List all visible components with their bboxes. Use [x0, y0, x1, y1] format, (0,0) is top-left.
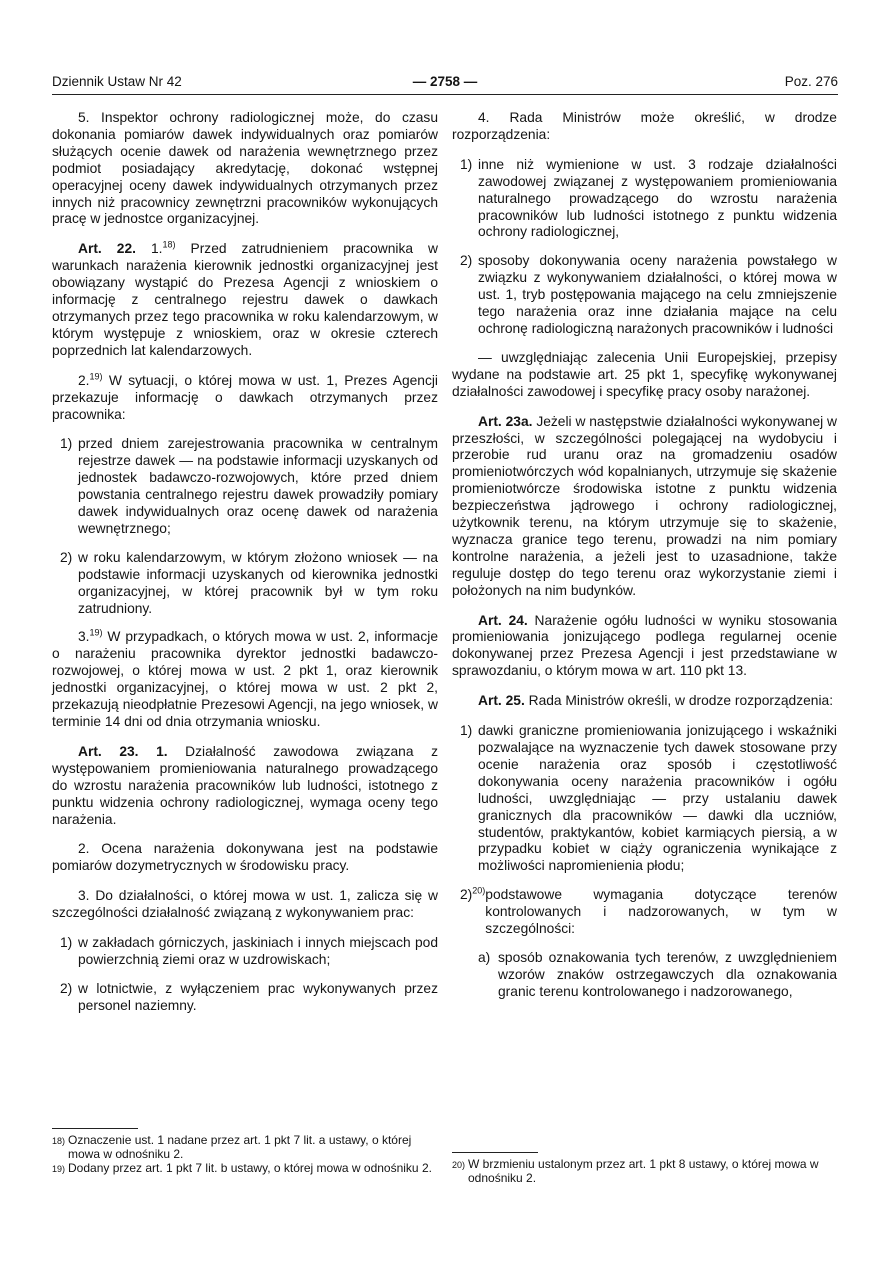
ust-number: 1.: [150, 241, 163, 257]
list-item: [452, 253, 837, 338]
article-23-label: Art. 23.: [78, 743, 139, 759]
footnote-mark: 18): [52, 1136, 66, 1146]
item-text: w roku kalendarzowym, w którym złożono wniosek — na podstawie informacji uzyskanych od kierownika jednostki organizacyjnej, w której pracownik był w tym roku zatrudniony.: [78, 549, 438, 616]
footnote-ref-18: 18): [162, 239, 176, 250]
footnote-mark: 20): [452, 1160, 466, 1170]
page-header: [52, 72, 838, 95]
footnote-ref-19: 19): [89, 627, 103, 638]
article-23-ust-1: [52, 744, 438, 829]
position-number: Poz. 276: [784, 74, 838, 89]
paragraph-ust-5: 5. Inspektor ochrony radiologicznej może, do czasu dokonania pomiarów dawek indywidualnych oraz pomiarów służących ocenie dawek od narażenia wewnętrznego przez podmiot posiadający akredytację, dokonać wstępnej operacyjnej oceny dawek indywidualnych otrzymanych przez innych niż pracownicy zewnętrzni pracowników wykonujących pracę w jednostce organizacyjnej.: [52, 110, 438, 227]
list-item: [452, 887, 837, 938]
sub-list-item: [474, 950, 837, 1001]
left-footnotes: [52, 1128, 438, 1176]
ust-number: 2.: [78, 372, 90, 388]
article-24-text: Narażenie ogółu ludności w wyniku stosowania promieniowania jonizującego podlega regularnej ocenie dokonywanej przez Prezesa Agencji i jest przedstawiane w sprawozdaniu, o którym mowa w art. 110 pkt 13.: [452, 612, 837, 679]
article-23-ust-2: 2. Ocena narażenia dokonywana jest na podstawie pomiarów dozymetrycznych w środowisku pracy.: [52, 841, 438, 874]
article-22-label: Art. 22.: [78, 241, 136, 257]
footnote: [52, 1133, 438, 1161]
footnote-mark: 19): [52, 1164, 66, 1174]
footnote-divider: [452, 1152, 538, 1153]
item-number: 2): [60, 549, 73, 565]
ust-number: 3.: [78, 629, 90, 645]
footnote-ref-20: 20): [472, 885, 486, 896]
footnote-text: Dodany przez art. 1 pkt 7 lit. b ustawy, o której mowa w odnośniku 2.: [68, 1161, 432, 1175]
item-number: 1): [60, 436, 73, 452]
item-number: 1): [460, 156, 473, 172]
item-number: 2): [460, 253, 473, 269]
item-text: sposób oznakowania tych terenów, z uwzględnieniem wzorów znaków ostrzegawczych dla oznakowania granic terenu kontrolowanego i nadzorowanego,: [498, 949, 837, 999]
item-text: dawki graniczne promieniowania jonizującego i wskaźniki pozwalające na wyznaczenie tych dawek stosowane przy ocenie narażenia oraz sposób i częstotliwość dokonywania oceny narażenia pracowników i ogółu ludności, uwzględniając — przy ustalaniu dawek granicznych dla pracowników — dawki dla uczniów, studentów, praktykantów, kobiet karmiących piersią, a w przypadku kobiet w ciąży ograniczenia wynikające z możliwości napromienienia płodu;: [478, 723, 837, 874]
footnote: [52, 1161, 438, 1176]
ust-number: 1.: [156, 743, 168, 759]
footnote-divider: [52, 1128, 138, 1129]
list-item: [52, 981, 438, 1015]
right-column: [452, 110, 837, 1009]
item-text: przed dniem zarejestrowania pracownika w centralnym rejestrze dawek — na podstawie informacji uzyskanych od jednostek badawczo-rozwojowych, które przed dniem powstania centralnego rejestru dawek prowadziły pomiary dawek indywidualnych oraz ocenę dawek od narażenia wewnętrznego;: [78, 436, 438, 536]
list-item: [52, 436, 438, 537]
article-23-ust-3: 3. Do działalności, o której mowa w ust. 1, zalicza się w szczególności działalność związaną z wykonywaniem prac:: [52, 888, 438, 921]
item-text: w lotnictwie, z wyłączeniem prac wykonywanych przez personel naziemny.: [78, 980, 438, 1013]
article-23-ust-4: 4. Rada Ministrów może określić, w drodze rozporządzenia:: [452, 110, 837, 142]
footnote-text: Oznaczenie ust. 1 nadane przez art. 1 pkt 7 lit. a ustawy, o której mowa w odnośniku 2.: [68, 1133, 412, 1161]
right-footnotes: [452, 1152, 837, 1185]
article-23a: [452, 414, 837, 600]
article-23-ust-4-tail: — uwzględniając zalecenia Unii Europejskiej, przepisy wydane na podstawie art. 25 pkt 1, specyfikę wykonywanej działalności zawodowej i specyfikę pracy osoby narażonej.: [452, 349, 837, 399]
article-25-text: Rada Ministrów określi, w drodze rozporządzenia:: [524, 693, 834, 709]
article-22-ust-1: [52, 241, 438, 359]
list-item: [52, 550, 438, 618]
article-23a-text: Jeżeli w następstwie działalności wykonywanej w przeszłości, w szczególności polegającej na wydobyciu i przerobie rud uranu oraz na gromadzeniu osadów promieniotwórczych wód kopalnianych, utrzymuje się skażenie promieniotwórcze środowiska istotne z punktu widzenia bezpieczeństwa jądrowego i ochrony radiologicznej, użytkownik terenu, na którym utrzymuje się to skażenie, wyznacza granice tego terenu, prowadzi na nim pomiary kontrolne narażenia, a jeżeli jest to uzasadnione, także reguluje dostęp do tego terenu oraz wykorzystanie ziemi i położonych na nim budynków.: [452, 413, 837, 598]
item-text: inne niż wymienione w ust. 3 rodzaje działalności zawodowej związanej z występowaniem promieniowania naturalnego prowadzącego do wzrostu narażenia pracowników lub ludności istotnego z punktu widzenia ochrony radiologicznej,: [478, 156, 837, 240]
item-number-text: 2): [460, 887, 473, 903]
article-23a-label: Art. 23a.: [478, 413, 533, 429]
item-text: podstawowe wymagania dotyczące terenów kontrolowanych i nadzorowanych, w tym w szczególności:: [485, 887, 837, 937]
footnote: [452, 1157, 837, 1185]
left-column: [52, 110, 438, 1027]
article-22-ust-3: [52, 629, 438, 730]
article-22-ust-2: [52, 373, 438, 424]
article-24: [452, 613, 837, 681]
footnote-text: W brzmieniu ustalonym przez art. 1 pkt 8 ustawy, o której mowa w odnośniku 2.: [468, 1157, 819, 1185]
item-number: 1): [60, 935, 73, 951]
journal-title: Dziennik Ustaw Nr 42: [52, 74, 182, 89]
item-letter: a): [478, 949, 491, 965]
article-23-text: Działalność zawodowa związana z występowaniem promieniowania naturalnego prowadzącego do wzrostu narażenia pracowników lub ludności, istotnego z punktu widzenia ochrony radiologicznej, wymaga oceny tego narażenia.: [52, 743, 438, 827]
article-22-ust-2-text: W sytuacji, o której mowa w ust. 1, Prezes Agencji przekazuje informację o dawkach otrzymanych przez pracownika:: [52, 372, 438, 422]
list-item: [452, 723, 837, 875]
article-24-label: Art. 24.: [478, 612, 528, 628]
article-22-text: Przed zatrudnieniem pracownika w warunkach narażenia kierownik jednostki organizacyjnej jest obowiązany wystąpić do Prezesa Agencji z wnioskiem o informację z centralnego rejestru dawek o dawkach otrzymanych przez tego pracownika w roku kalendarzowym, w którym występuje z wnioskiem, oraz w okresie czterech poprzednich lat kalendarzowych.: [52, 241, 438, 358]
item-number: [452, 887, 485, 938]
article-25-label: Art. 25.: [478, 693, 525, 709]
article-25: [452, 693, 837, 710]
item-text: sposoby dokonywania oceny narażenia powstałego w związku z wykonywaniem działalności, o której mowa w ust. 1, tryb postępowania mającego na celu zmniejszenie tego narażenia oraz inne działania mające na celu ochronę radiologiczną narażonych pracowników i ludności: [478, 253, 837, 336]
item-number: 2): [60, 980, 73, 996]
list-item: [52, 935, 438, 969]
article-22-ust-3-text: W przypadkach, o których mowa w ust. 2, informacje o narażeniu pracownika dyrektor jednostki badawczo-rozwojowej, o której mowa w ust. 2 pkt 1, oraz kierownik jednostki organizacyjnej, o której mowa w ust. 2 pkt 2, przekazują nieodpłatnie Prezesowi Agencji, na jego wniosek, w terminie 14 dni od dnia otrzymania wniosku.: [52, 629, 438, 729]
list-item: [452, 157, 837, 242]
item-text: w zakładach górniczych, jaskiniach i innych miejscach pod powierzchnią ziemi oraz w uzdrowiskach;: [78, 935, 438, 967]
page-number: — 2758 —: [412, 74, 478, 89]
item-number: 1): [460, 723, 473, 739]
footnote-ref-19: 19): [89, 371, 103, 382]
